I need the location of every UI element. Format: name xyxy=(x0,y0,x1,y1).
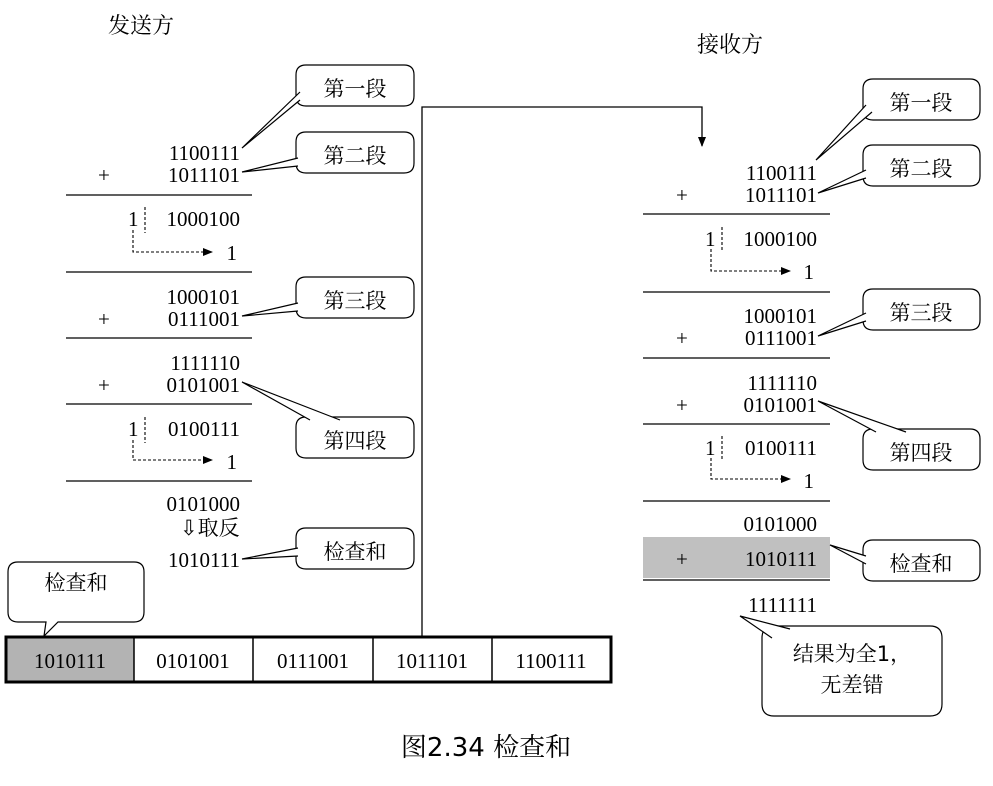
sender-sum1-value: 1000100 xyxy=(166,207,240,231)
callout-pointer xyxy=(242,158,298,172)
result-callout-box xyxy=(762,626,942,716)
invert-label: ⇩取反 xyxy=(180,516,240,540)
callout-pointer xyxy=(830,545,866,564)
callout-label: 第四段 xyxy=(889,441,953,465)
sender-plus-sign: + xyxy=(98,163,110,187)
packet-cell: 0111001 xyxy=(277,649,349,673)
packet-cell: 1100111 xyxy=(515,649,587,673)
sender-carry-bit: 1 xyxy=(128,207,139,231)
carry-wrap-arrow xyxy=(711,249,790,271)
sender-segment4-value: 0101001 xyxy=(166,373,240,397)
callout-label: 第二段 xyxy=(323,144,387,168)
packet-cell: 1011101 xyxy=(396,649,468,673)
callout-label: 检查和 xyxy=(323,540,387,564)
receiver-plus-sign: + xyxy=(676,393,688,417)
receiver-wrap1-value: 1 xyxy=(803,260,814,284)
sender-segment3-value: 1000101 xyxy=(166,285,240,309)
result-callout-line1: 结果为全1， xyxy=(792,642,912,666)
callout-label: 第一段 xyxy=(889,91,953,115)
sender-result-value: 0101000 xyxy=(166,492,240,516)
receiver-checksum-value: 1010111 xyxy=(745,547,817,571)
receiver-total-value: 1111111 xyxy=(748,593,817,617)
receiver-sum1-value: 1000100 xyxy=(743,227,817,251)
figure-caption: 图2.34 检查和 xyxy=(400,733,572,763)
receiver-plus-sign: + xyxy=(676,326,688,350)
sender-title: 发送方 xyxy=(108,14,175,39)
callout-label: 检查和 xyxy=(889,552,953,576)
receiver-carry-bit: 1 xyxy=(705,227,716,251)
sender-carry-bit: 1 xyxy=(128,417,139,441)
packet-cell: 1010111 xyxy=(34,649,106,673)
receiver-segment4a-value: 0111001 xyxy=(745,326,817,350)
sender-segment2-value: 1011101 xyxy=(168,163,240,187)
receiver-segment2-value: 1011101 xyxy=(745,183,817,207)
sender-plus-sign: + xyxy=(98,307,110,331)
callout-label: 第四段 xyxy=(323,429,387,453)
callout-pointer xyxy=(242,92,300,148)
receiver-sum2-value: 0100111 xyxy=(745,436,817,460)
sender-wrap1-value: 1 xyxy=(226,241,237,265)
sender-wrap2-value: 1 xyxy=(226,450,237,474)
receiver-segment4-value: 0101001 xyxy=(743,393,817,417)
receiver-partial-value: 1111110 xyxy=(747,371,817,395)
receiver-wrap2-value: 1 xyxy=(803,469,814,493)
packet-callout-label: 检查和 xyxy=(44,571,108,595)
callout-label: 第三段 xyxy=(323,289,387,313)
sender-partial-value: 1111110 xyxy=(170,351,240,375)
callout-pointer xyxy=(818,170,866,193)
sender-sum2-value: 0100111 xyxy=(168,417,240,441)
callout-pointer xyxy=(242,548,298,559)
packet xyxy=(6,562,611,682)
receiver-carry-bit: 1 xyxy=(705,436,716,460)
carry-wrap-arrow xyxy=(133,230,212,252)
callout-label: 第一段 xyxy=(323,77,387,101)
receiver-segment3-value: 1000101 xyxy=(743,304,817,328)
receiver-title: 接收方 xyxy=(697,33,764,58)
receiver-plus-sign: + xyxy=(676,183,688,207)
callout-pointer xyxy=(818,313,866,336)
callout-pointer xyxy=(818,401,906,432)
carry-wrap-arrow xyxy=(711,458,790,479)
packet-cell: 0101001 xyxy=(156,649,230,673)
sender-segment4a-value: 0111001 xyxy=(168,307,240,331)
receiver-segment1-value: 1100111 xyxy=(745,161,817,185)
receiver-plus-sign: + xyxy=(676,547,688,571)
receiver-section xyxy=(643,33,980,716)
sender-plus-sign: + xyxy=(98,373,110,397)
sender-segment1-value: 1100111 xyxy=(168,141,240,165)
sender-section xyxy=(66,14,414,572)
callout-label: 第二段 xyxy=(889,157,953,181)
result-callout-line2: 无差错 xyxy=(820,673,884,697)
callout-label: 第三段 xyxy=(889,301,953,325)
sender-checksum-value: 1010111 xyxy=(168,548,240,572)
callout-pointer xyxy=(242,303,298,316)
receiver-result-value: 0101000 xyxy=(743,512,817,536)
callout-pointer xyxy=(242,382,340,420)
